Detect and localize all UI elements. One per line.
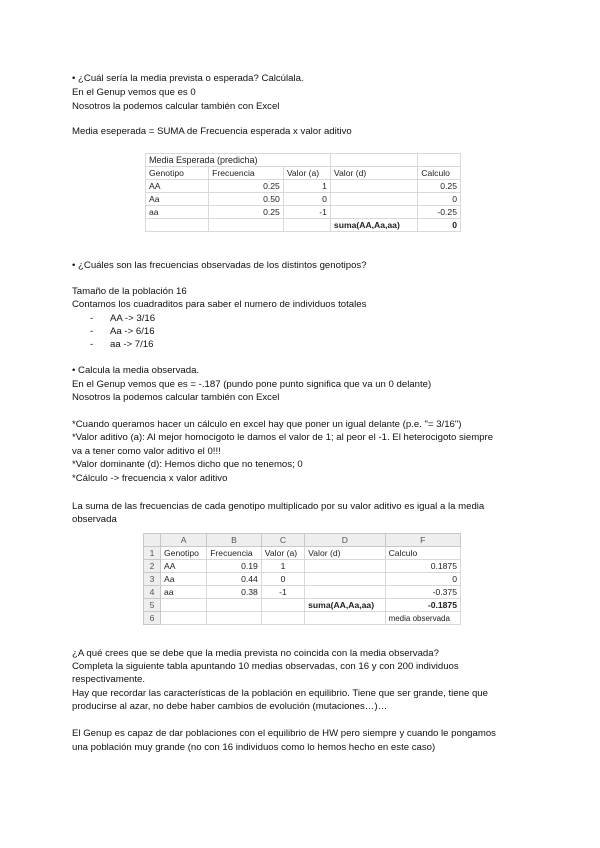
row-number: 2 [144,560,161,573]
table1-cell: -0.25 [418,206,461,219]
list-item: - Aa -> 6/16 [90,326,155,337]
section3-paragraph: observada [72,514,117,525]
table2-header-valor-d: Valor (d) [305,547,385,560]
section4-line2: respectivamente. [72,674,146,685]
table2-row6-label: media observada [385,612,460,625]
table2-header-valor-a: Valor (a) [261,547,304,560]
section1-line2: Nosotros la podemos calcular también con Excel [72,101,280,112]
list-item: - aa -> 7/16 [90,339,154,350]
list-item: - AA -> 3/16 [90,313,156,324]
table1-cell: 0 [283,193,330,206]
table1-cell: 1 [283,180,330,193]
section4-question: ¿A qué crees que se debe que la media prevista no coincida con la media observada? [72,648,439,659]
table1-sum-value: 0 [418,219,461,232]
table1-header-frecuencia: Frecuencia [209,167,284,180]
note-line: *Valor aditivo (a): Al mejor homocigoto le damos el valor de 1; al peor el -1. El heterocigoto siempre [72,432,494,443]
table2-cell [305,586,385,599]
table2-cell [305,560,385,573]
table1-cell: 0.25 [418,180,461,193]
row-number: 6 [144,612,161,625]
table1-header-valor-d: Valor (d) [330,167,417,180]
table-row [146,193,461,206]
table2-sum-label: suma(AA,Aa,aa) [305,599,385,612]
section3-paragraph: La suma de las frecuencias de cada genotipo multiplicado por su valor aditivo es igual a la media [72,501,485,512]
table2-cell: AA [161,560,207,573]
table-row [144,599,461,612]
table-row [144,560,461,573]
section4-line6: una población muy grande (no con 16 individuos como lo hemos hecho en este caso) [72,742,436,753]
table2-cell: -1 [261,586,304,599]
column-letter: A [161,534,207,547]
table1-header-calculo: Calculo [418,167,461,180]
section1-title: • ¿Cuál sería la media prevista o esperada? Calcúlala. [72,72,304,85]
note-line: *Valor dominante (d): Hemos dicho que no tenemos; 0 [72,459,303,470]
section2-line2: Contamos los cuadraditos para saber el numero de individuos totales [72,299,367,310]
row-number: 3 [144,573,161,586]
section1-line1: En el Genup vemos que es 0 [72,87,196,98]
table1-cell: aa [146,206,209,219]
table2-cell: 0 [261,573,304,586]
table2-cell: aa [161,586,207,599]
table-row [144,612,461,625]
table1-cell: 0.50 [209,193,284,206]
table-row [146,206,461,219]
expected-mean-table [145,153,461,232]
table1-cell: 0.25 [209,206,284,219]
table2-cell: Aa [161,573,207,586]
table2-cell: 1 [261,560,304,573]
section3-line2: Nosotros la podemos calcular también con Excel [72,392,280,403]
table2-sum-value: -0.1875 [385,599,460,612]
table1-title: Media Esperada (predicha) [146,154,284,167]
note-line: *Cálculo -> frecuencia x valor aditivo [72,473,228,484]
note-line: va a tener como valor aditivo el 0!!! [72,446,221,457]
table2-cell: 0 [385,573,460,586]
table2-cell: 0.38 [207,586,262,599]
table1-header-valor-a: Valor (a) [283,167,330,180]
observed-mean-table [143,533,461,625]
table1-cell: -1 [283,206,330,219]
table2-header-genotipo: Genotipo [161,547,207,560]
section4-line4: producirse al azar, no debe haber cambios de evolución (mutaciones…)… [72,701,388,712]
table-row [146,219,461,232]
table1-cell: Aa [146,193,209,206]
table1-cell: AA [146,180,209,193]
table1-cell: 0 [418,193,461,206]
section2-line1: Tamaño de la población 16 [72,286,187,297]
table2-cell: -0.375 [385,586,460,599]
table1-cell: 0.25 [209,180,284,193]
section3-title: • Calcula la media observada. [72,364,199,377]
column-letter: B [207,534,262,547]
table-row [144,573,461,586]
table1-cell [330,206,417,219]
table2-cell: 0.1875 [385,560,460,573]
table1-cell [330,180,417,193]
table1-header-genotipo: Genotipo [146,167,209,180]
section3-line1: En el Genup vemos que es = -.187 (pundo pone punto significa que va un 0 delante) [72,379,432,390]
table2-header-frecuencia: Frecuencia [207,547,262,560]
table2-cell [305,573,385,586]
table2-cell: 0.19 [207,560,262,573]
note-line: *Cuando queramos hacer un cálculo en excel hay que poner un igual delante (p.e. "= 3/16") [72,419,462,430]
section4-line1: Completa la siguiente tabla apuntando 10 medias observadas, con 16 y con 200 individuos [72,661,459,672]
row-number: 1 [144,547,161,560]
row-number: 5 [144,599,161,612]
table-row [146,180,461,193]
table1-sum-label: suma(AA,Aa,aa) [330,219,417,232]
column-letter: F [385,534,460,547]
section1-formula: Media eseperada = SUMA de Frecuencia esperada x valor aditivo [72,126,352,137]
section4-line5: El Genup es capaz de dar poblaciones con el equilibrio de HW pero siempre y cuando le pongamos [72,728,496,739]
table-row [146,167,461,180]
row-number: 4 [144,586,161,599]
column-letter: D [305,534,385,547]
section2-title: • ¿Cuáles son las frecuencias observadas de los distintos genotipos? [72,259,367,272]
table2-header-calculo: Calculo [385,547,460,560]
section4-line3: Hay que recordar las características de la población en equilibrio. Tiene que ser grande, tiene que [72,688,488,699]
table-row [144,586,461,599]
table2-cell: 0.44 [207,573,262,586]
table1-cell [330,193,417,206]
table-row [144,547,461,560]
column-letter: C [261,534,304,547]
